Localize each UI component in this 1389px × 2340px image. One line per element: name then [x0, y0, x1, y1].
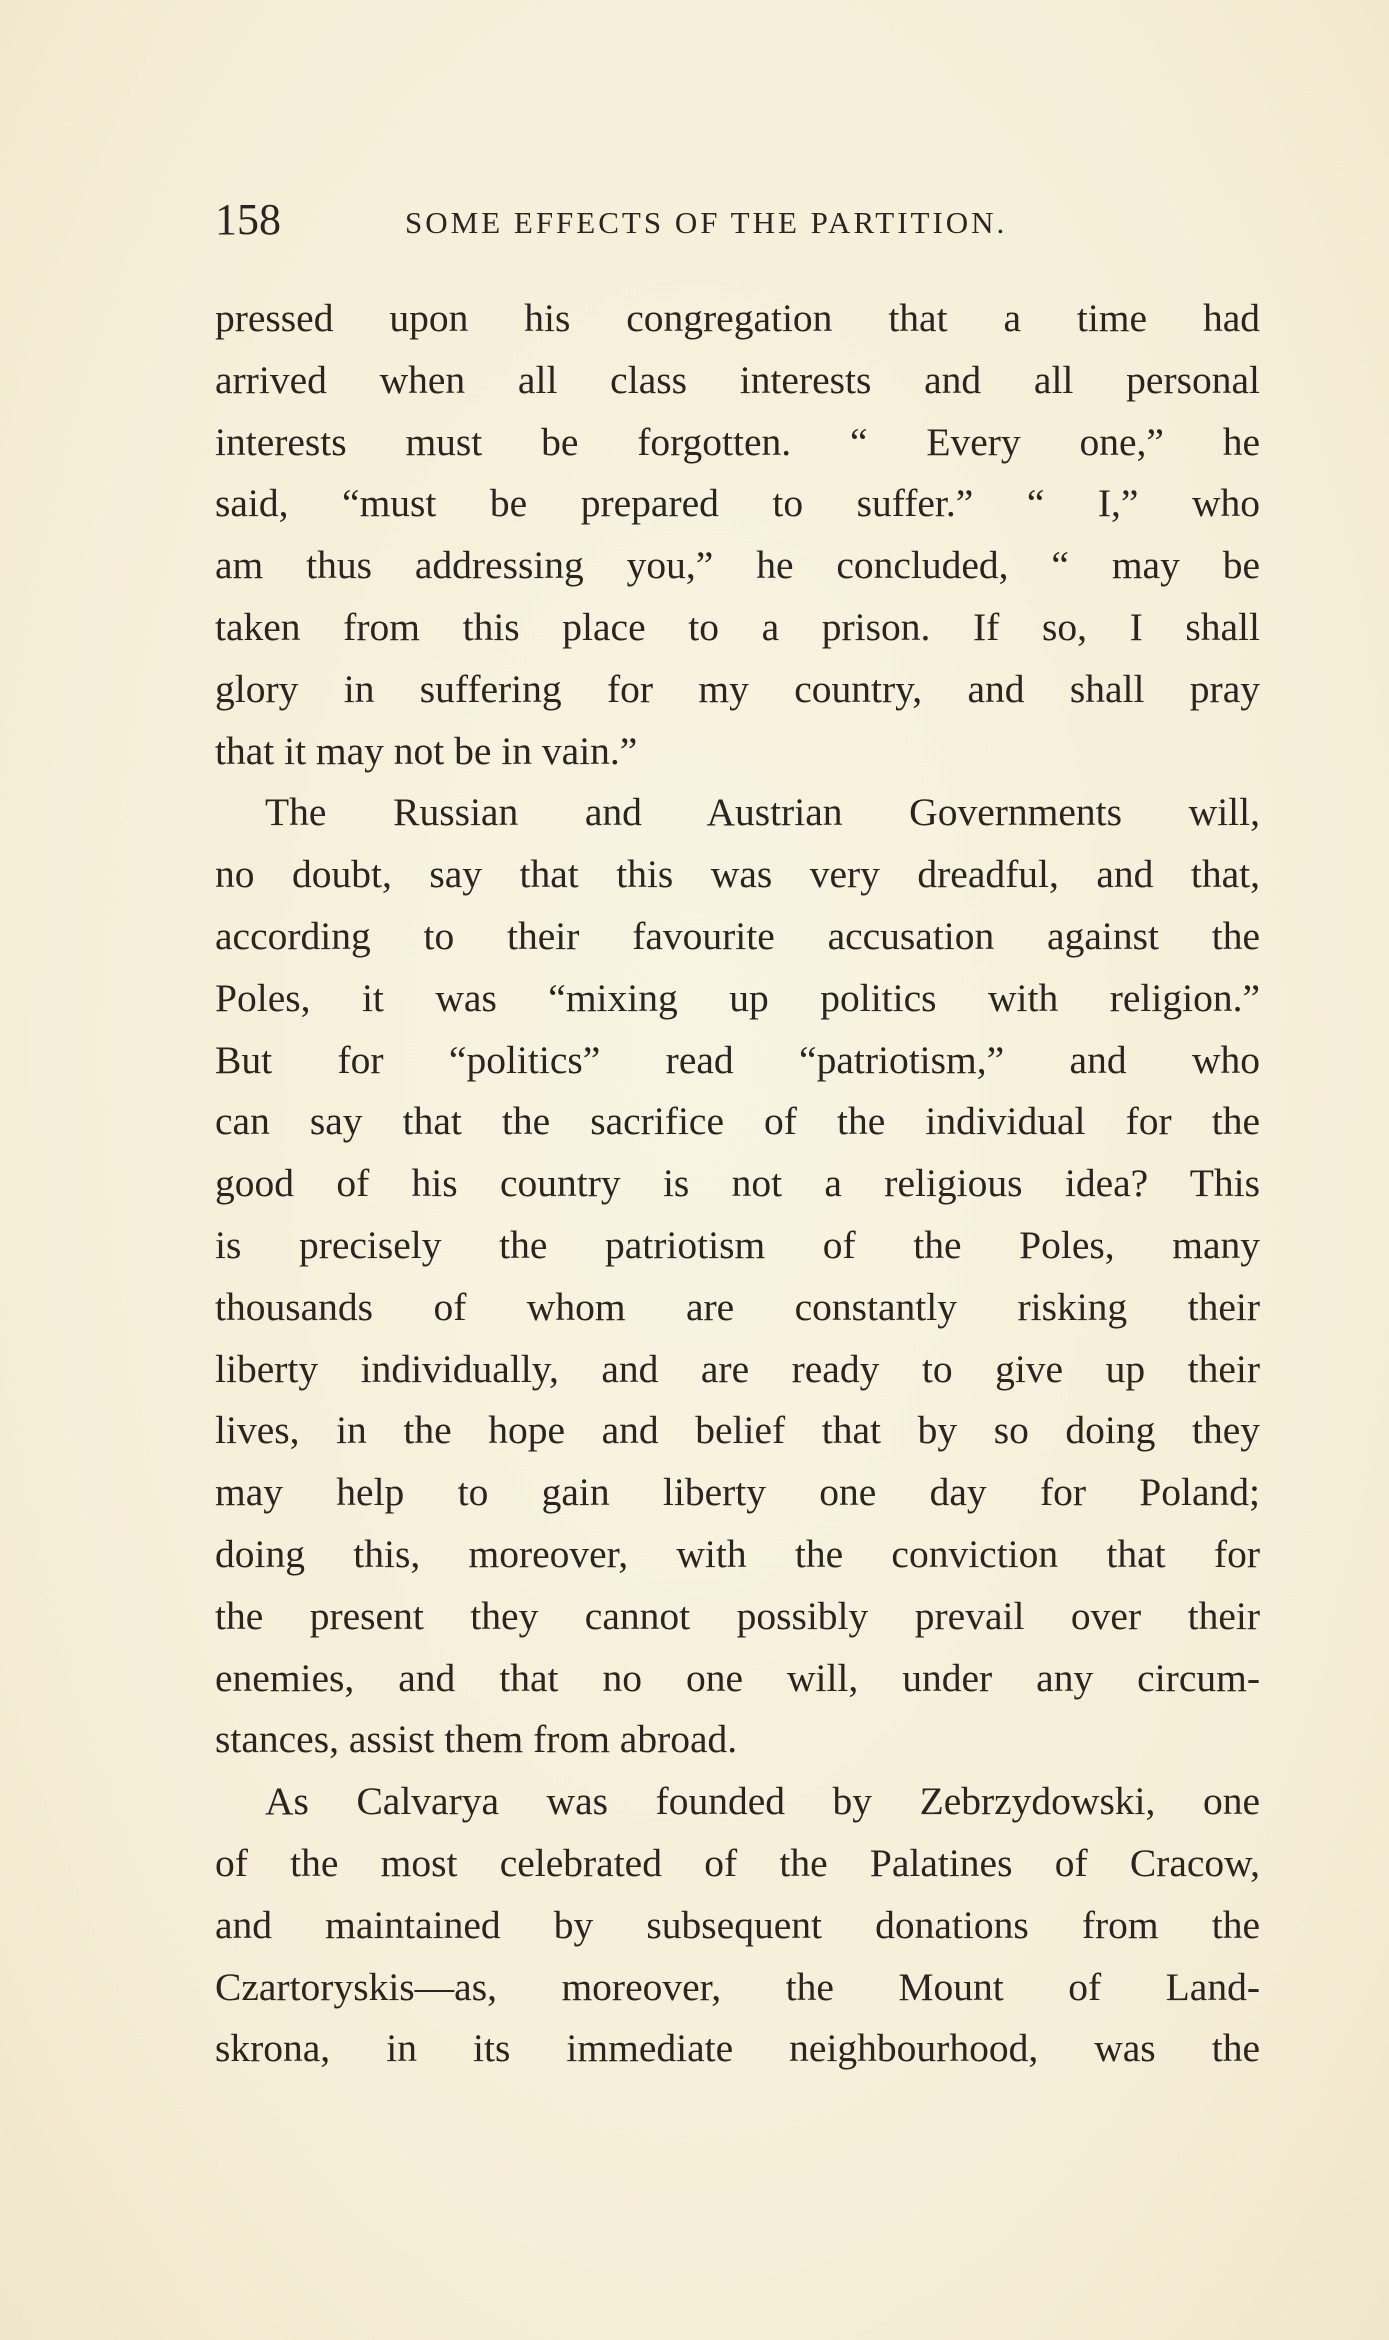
- text-line: glory in suffering for my country, and shall pray: [215, 666, 1260, 711]
- page-header: [215, 190, 1085, 250]
- text-line: The Russian and Austrian Governments will,: [265, 790, 1260, 835]
- text-line: As Calvarya was founded by Zebrzydowski, one: [265, 1779, 1260, 1824]
- text-line: of the most celebrated of the Palatines of Cracow,: [215, 1840, 1260, 1885]
- text-line: that it may not be in vain.”: [215, 728, 638, 773]
- text-line: arrived when all class interests and all personal: [215, 357, 1260, 402]
- text-line: pressed upon his congregation that a time had: [215, 296, 1260, 340]
- text-line: interests must be forgotten. “ Every one,” he: [215, 419, 1260, 464]
- text-line: skrona, in its immediate neighbourhood, was the: [215, 2026, 1260, 2071]
- text-line: the present they cannot possibly prevail over their: [215, 1593, 1260, 1638]
- text-line: good of his country is not a religious idea? This: [215, 1161, 1260, 1206]
- text-line: and maintained by subsequent donations from the: [215, 1902, 1260, 1947]
- text-line: Poles, it was “mixing up politics with religion.”: [215, 975, 1260, 1020]
- text-line: liberty individually, and are ready to give up their: [215, 1346, 1260, 1391]
- text-line: Czartoryskis—as, moreover, the Mount of Land-: [215, 1964, 1260, 2009]
- text-line: am thus addressing you,” he concluded, “ may be: [215, 543, 1260, 588]
- text-line: But for “politics” read “patriotism,” and who: [215, 1037, 1260, 1082]
- body-text: [215, 288, 1260, 2080]
- text-line: is precisely the patriotism of the Poles, many: [215, 1222, 1260, 1267]
- text-line: doing this, moreover, with the conviction that for: [215, 1531, 1260, 1576]
- text-line: taken from this place to a prison. If so, I shall: [215, 604, 1260, 649]
- text-line: no doubt, say that this was very dreadful, and that,: [215, 852, 1260, 897]
- text-line: thousands of whom are constantly risking their: [215, 1284, 1260, 1329]
- text-line: lives, in the hope and belief that by so doing they: [215, 1408, 1260, 1453]
- page-number: 158: [215, 195, 281, 244]
- text-line: can say that the sacrifice of the individual for the: [215, 1099, 1260, 1144]
- text-line: enemies, and that no one will, under any circum-: [215, 1655, 1260, 1700]
- text-line: according to their favourite accusation against the: [215, 913, 1260, 958]
- text-line: stances, assist them from abroad.: [215, 1717, 738, 1762]
- text-line: may help to gain liberty one day for Poland;: [215, 1470, 1260, 1515]
- text-line: said, “must be prepared to suffer.” “ I,” who: [215, 481, 1260, 526]
- running-head: SOME EFFECTS OF THE PARTITION.: [405, 205, 1008, 240]
